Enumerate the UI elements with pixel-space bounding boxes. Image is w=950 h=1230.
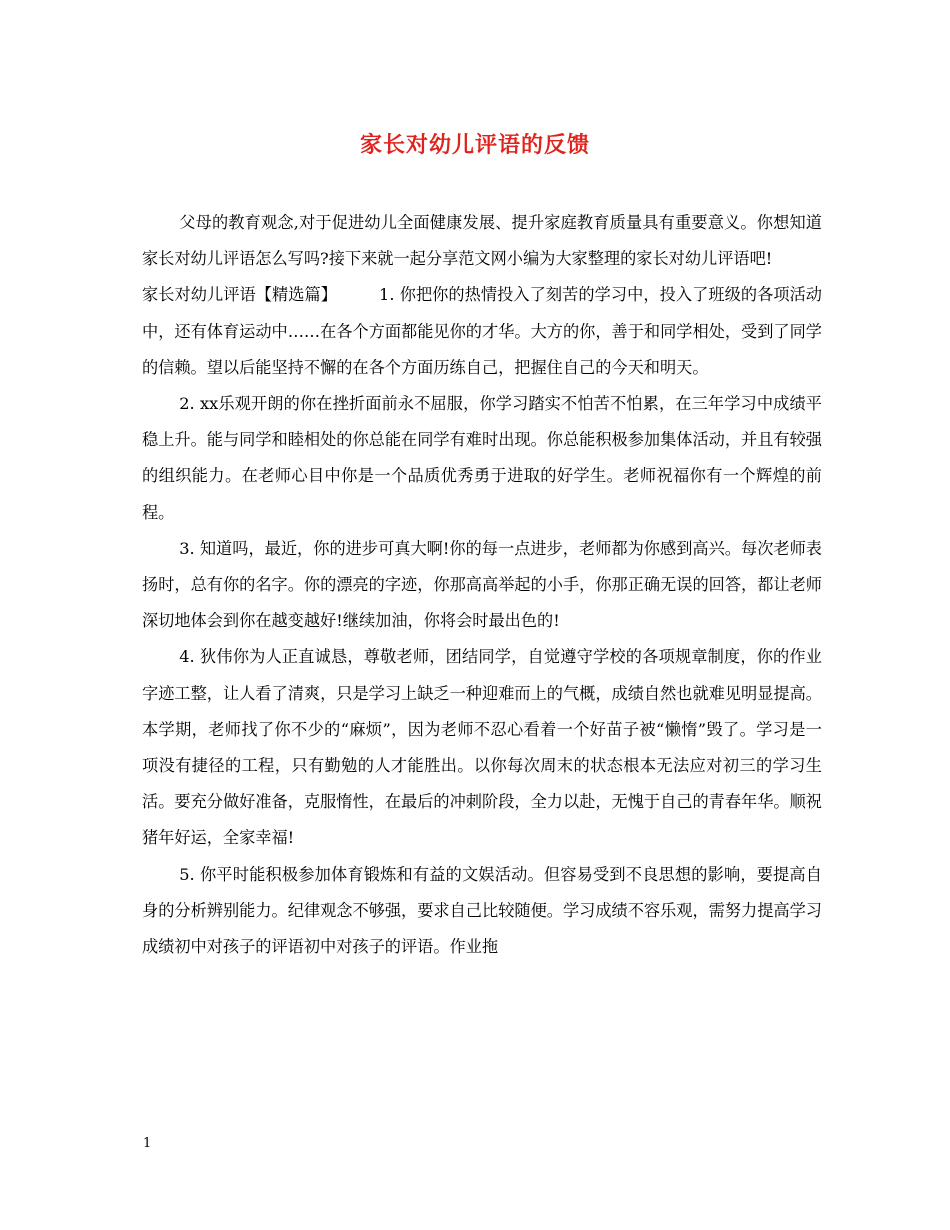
list-item: 3. 知道吗，最近，你的进步可真大啊!你的每一点进步，老师都为你感到高兴。每次老师表扬时，总有你的名字。你的漂亮的字迹，你那高高举起的小手，你那正确无误的回答，都让老师深切地体会到你在越变越好!继续加油，你将会时最出色的! bbox=[142, 538, 822, 631]
section-heading: 家长对幼儿评语【精选篇】 bbox=[142, 285, 337, 305]
list-item: 2. xx乐观开朗的你在挫折面前永不屈服，你学习踏实不怕苦不怕累，在三年学习中成绩平稳上升。能与同学和睦相处的你总能在同学有难时出现。你总能积极参加集体活动，并且有较强的组织能力。在老师心目中你是一个品质优秀勇于进取的好学生。老师祝福你有一个辉煌的前程。 bbox=[142, 394, 822, 522]
document-body bbox=[142, 205, 822, 965]
document-title: 家长对幼儿评语的反馈 bbox=[359, 133, 590, 158]
list-item: 4. 狄伟你为人正直诚恳，尊敬老师，团结同学，自觉遵守学校的各项规章制度，你的作业字迹工整，让人看了清爽，只是学习上缺乏一种迎难而上的气概，成绩自然也就难见明显提高。本学期，老师找了你不少的“麻烦”，因为老师不忍心看着一个好苗子被“懒惰”毁了。学习是一项没有捷径的工程，只有勤勉的人才能胜出。以你每次周末的状态根本无法应对初三的学习生活。要充分做好准备，克服惰性，在最后的冲刺阶段，全力以赴，无愧于自己的青春年华。顺祝猪年好运，全家幸福! bbox=[142, 647, 822, 848]
page-number: 1 bbox=[143, 1136, 152, 1151]
list-item: 1. 你把你的热情投入了刻苦的学习中，投入了班级的各项活动中，还有体育运动中……在各个方面都能见你的才华。大方的你，善于和同学相处，受到了同学的信赖。望以后能坚持不懈的在各个方面历练自己，把握住自己的今天和明天。 bbox=[142, 285, 822, 377]
intro-paragraph: 父母的教育观念,对于促进幼儿全面健康发展、提升家庭教育质量具有重要意义。你想知道家长对幼儿评语怎么写吗?接下来就一起分享范文网小编为大家整理的家长对幼儿评语吧! bbox=[142, 213, 822, 269]
list-item: 5. 你平时能积极参加体育锻炼和有益的文娱活动。但容易受到不良思想的影响，要提高自身的分析辨别能力。纪律观念不够强，要求自己比较随便。学习成绩不容乐观，需努力提高学习成绩初中对孩子的评语初中对孩子的评语。作业拖 bbox=[142, 864, 822, 957]
section-paragraph bbox=[142, 277, 822, 386]
